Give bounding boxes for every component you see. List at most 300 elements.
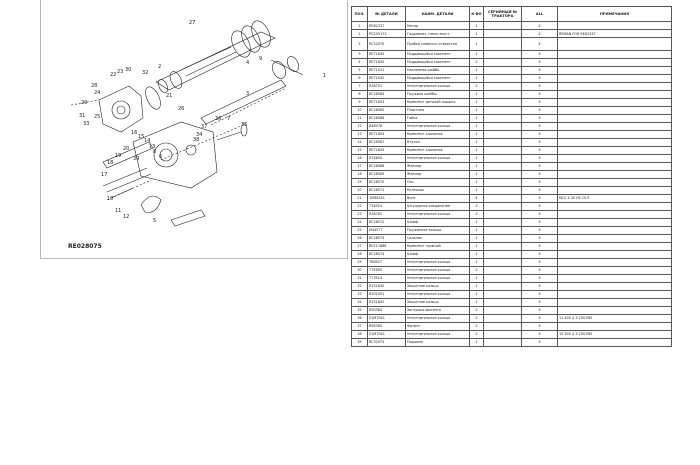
cell-part-number: RC26584 [368,90,406,98]
cell-qty: 2 [470,306,484,314]
cell-notes [558,146,672,154]
cell-serial [484,22,522,30]
table-row [352,322,672,330]
cell-notes [558,98,672,106]
exploded-view-drawing [41,0,347,258]
cell-all: X [522,338,558,346]
table-row [352,306,672,314]
cell-part-name: Уплотнительное кольцо [406,122,470,130]
cell-notes [558,50,672,58]
table-row [352,282,672,290]
callout-20: 20 [123,146,130,152]
cell-all: X [522,210,558,218]
cell-qty: 2 [470,314,484,322]
cell-qty: 1 [470,258,484,266]
callout-22: 22 [110,72,117,78]
cell-part-name: Пробка сливного отверстия [406,38,470,51]
cell-qty: 1 [470,338,484,346]
cell-part-number: R74600 [368,154,406,162]
cell-part-name: Винт [406,194,470,202]
cell-notes [558,322,672,330]
cell-qty: 3 [470,210,484,218]
cell-serial [484,90,522,98]
cell-part-number: RE71645 [368,50,406,58]
table-header-row [352,7,672,22]
table-row [352,178,672,186]
cell-pos: 9 [352,98,368,106]
cell-serial [484,58,522,66]
cell-notes [558,338,672,346]
cell-serial [484,202,522,210]
cell-all: X [522,266,558,274]
cell-pos: 11 [352,114,368,122]
cell-all: X [522,282,558,290]
cell-serial [484,122,522,130]
cell-part-number: R502491 [368,290,406,298]
table-row [352,258,672,266]
callout-37: 37 [201,124,208,130]
cell-part-number: RE71031 [368,66,406,74]
table-row [352,194,672,202]
cell-qty: 1 [470,282,484,290]
cell-all: X [522,162,558,170]
cell-qty: 1 [470,90,484,98]
cell-notes [558,38,672,51]
cell-notes [558,282,672,290]
cell-part-number: RE62337 [368,22,406,30]
cell-qty: 1 [470,22,484,30]
cell-serial [484,290,522,298]
cell-qty: 1 [470,74,484,82]
cell-all: X [522,90,558,98]
cell-serial [484,298,522,306]
cell-part-number: T34924 [368,202,406,210]
cell-part-number: R38751 [368,82,406,90]
parts-table-panel [351,6,671,347]
cell-part-name: Комплект деталей поршня [406,98,470,106]
cell-all: X [522,170,558,178]
cell-qty: 1 [470,138,484,146]
table-row [352,90,672,98]
cell-pos: 13 [352,130,368,138]
cell-part-number: T77814 [368,274,406,282]
cell-part-number: R90384 [368,306,406,314]
cell-pos: 5 [352,66,368,74]
cell-pos: 10 [352,106,368,114]
cell-part-number: RE71654 [368,130,406,138]
table-row [352,186,672,194]
cell-part-number: RC26568 [368,162,406,170]
table-row [352,170,672,178]
table-row [352,274,672,282]
cell-pos: 8 [352,90,368,98]
cell-pos: 23 [352,210,368,218]
cell-pos: 1 [352,30,368,38]
cell-part-number: RC32570 [368,38,406,51]
table-row [352,338,672,346]
cell-pos: 22 [352,202,368,210]
cell-part-number: RC32075 [368,338,406,346]
cell-qty: 1 [470,186,484,194]
table-row [352,218,672,226]
cell-qty: 1 [470,170,484,178]
callout-39: 39 [133,156,140,162]
table-row [352,226,672,234]
cell-qty: 2 [470,82,484,90]
cell-serial [484,186,522,194]
table-row [352,154,672,162]
callout-13: 13 [149,144,156,150]
cell-serial [484,114,522,122]
table-row [352,234,672,242]
cell-pos: 24 [352,218,368,226]
cell-part-name: Уплотнительное кольцо [406,330,470,338]
cell-pos: 38 [352,330,368,338]
cell-qty: 1 [470,218,484,226]
cell-notes: 11.300 X 3.200 MM [558,314,672,322]
cell-pos: 3 [352,50,368,58]
cell-all: X [522,306,558,314]
cell-all: X [522,74,558,82]
cell-all: X [522,322,558,330]
cell-all: X [522,50,558,58]
callout-1: 1 [323,73,327,79]
cell-part-name: Уплотнительное кольцо [406,258,470,266]
cell-notes: 15.300 X 3.200 MM [558,330,672,338]
cell-part-name: Поддающийся комплект [406,58,470,66]
cell-qty: 1 [470,226,484,234]
cell-part-name: Пружина шайбы [406,90,470,98]
cell-notes [558,298,672,306]
cell-all: X [522,146,558,154]
cell-part-name: Пластина [406,106,470,114]
callout-2: 2 [158,64,162,70]
cell-pos: 25 [352,226,368,234]
callout-9: 9 [259,56,263,62]
cell-notes [558,178,672,186]
cell-part-name: Втулка [406,138,470,146]
cell-qty: 1 [470,242,484,250]
callout-32: 32 [142,70,149,76]
cell-part-name: Гидравлич. насос восст. [406,30,470,38]
cell-notes [558,58,672,66]
callout-30: 30 [125,67,132,73]
cell-notes [558,290,672,298]
cell-pos: 18 [352,170,368,178]
cell-part-name: Комплект горючей [406,242,470,250]
cell-part-name: Уплотнительное кольцо [406,154,470,162]
cell-qty: 1 [470,274,484,282]
cell-qty: 2 [470,266,484,274]
cell-part-name: Комплект клапанов [406,130,470,138]
cell-part-number: 19M8341 [368,194,406,202]
cell-qty: 1 [470,30,484,38]
cell-all: X [522,98,558,106]
table-row [352,266,672,274]
cell-pos: 21 [352,194,368,202]
cell-all: X [522,202,558,210]
cell-serial [484,330,522,338]
cell-part-name: Жиклер [406,170,470,178]
cell-qty: 1 [470,114,484,122]
cell-part-name: Шлиф. [406,250,470,258]
table-row [352,82,672,90]
cell-qty: 2 [470,322,484,330]
cell-pos: 37 [352,322,368,330]
callout-33: 33 [83,121,90,127]
cell-notes [558,82,672,90]
cell-pos: 35 [352,306,368,314]
cell-serial [484,98,522,106]
cell-serial [484,322,522,330]
callout-27: 27 [189,20,196,26]
cell-part-name: Поддающийся комплект [406,50,470,58]
cell-all: X [522,218,558,226]
cell-all: X [522,258,558,266]
cell-serial [484,106,522,114]
table-body [352,22,672,347]
cell-all: X [522,194,558,202]
callout-7: 7 [227,116,231,122]
cell-all: X [522,30,558,38]
cell-notes [558,130,672,138]
cell-qty: 1 [470,250,484,258]
cell-serial [484,50,522,58]
table-row [352,242,672,250]
cell-pos: 32 [352,282,368,290]
table-row [352,146,672,154]
cell-part-number: RE71620 [368,58,406,66]
cell-pos: 29 [352,258,368,266]
cell-part-name: Наклонная шайба [406,66,470,74]
callout-8: 8 [153,149,157,155]
cell-part-number: T80837 [368,258,406,266]
cell-notes [558,250,672,258]
cell-part-number: RC26569 [368,170,406,178]
table-row [352,122,672,130]
cell-qty: 1 [470,106,484,114]
cell-qty: 1 [470,130,484,138]
cell-qty: 2 [470,58,484,66]
cell-qty: 1 [470,298,484,306]
cell-pos: 1 [352,22,368,30]
callout-11: 11 [115,208,122,214]
cell-serial [484,82,522,90]
parts-table [351,6,672,347]
callout-12: 12 [123,214,130,220]
cell-notes [558,162,672,170]
cell-all: X [522,250,558,258]
table-row [352,314,672,322]
cell-part-name: Колпачок [406,186,470,194]
cell-pos: 31 [352,274,368,282]
cell-pos: 2 [352,38,368,51]
cell-part-number: T79385 [368,266,406,274]
cell-serial [484,306,522,314]
cell-qty: 1 [470,290,484,298]
cell-serial [484,258,522,266]
cell-part-number: 51M7041 [368,314,406,322]
callout-35: 35 [241,122,248,128]
cell-serial [484,242,522,250]
cell-serial [484,338,522,346]
cell-pos: 28 [352,250,368,258]
cell-part-name: Защитное кольцо [406,298,470,306]
cell-part-number: 51M7041 [368,330,406,338]
cell-serial [484,146,522,154]
cell-pos: 6 [352,74,368,82]
cell-part-number: PG205172 [368,30,406,38]
cell-all: X [522,130,558,138]
cell-serial [484,38,522,51]
cell-part-number: RC26571 [368,186,406,194]
table-row [352,58,672,66]
cell-serial [484,170,522,178]
cell-qty: 1 [470,50,484,58]
cell-notes [558,306,672,314]
cell-part-name: Уплотнительное кольцо [406,314,470,322]
table-row [352,298,672,306]
cell-part-name: Заглушка фитинга [406,306,470,314]
parts-diagram-panel [40,0,348,259]
callout-23: 23 [117,69,124,75]
cell-part-number: RC26566 [368,114,406,122]
cell-qty: 1 [470,146,484,154]
cell-all: X [522,22,558,30]
callout-36: 36 [215,116,222,122]
callout-14: 14 [144,138,151,144]
table-row [352,250,672,258]
cell-all: X [522,154,558,162]
cell-notes [558,242,672,250]
cell-part-name: Уплотнительное кольцо [406,266,470,274]
cell-notes [558,234,672,242]
cell-pos: 19 [352,178,368,186]
cell-part-number: RE71655 [368,146,406,154]
table-row [352,50,672,58]
table-row [352,106,672,114]
cell-all: X [522,330,558,338]
cell-notes [558,138,672,146]
cell-part-name: Штуцерное соединение [406,202,470,210]
cell-part-number: RE71032 [368,74,406,82]
cell-qty: 1 [470,234,484,242]
callout-21: 21 [166,93,173,99]
cell-qty: 4 [470,194,484,202]
cell-notes [558,218,672,226]
callout-6: 6 [159,154,163,160]
cell-part-name: Шлиф. [406,218,470,226]
cell-notes [558,106,672,114]
cell-all: X [522,226,558,234]
cell-qty: 1 [470,178,484,186]
cell-serial [484,138,522,146]
cell-part-number: R95365 [368,322,406,330]
table-row [352,290,672,298]
cell-all: X [522,298,558,306]
cell-notes [558,274,672,282]
cell-all: X [522,66,558,74]
cell-notes [558,266,672,274]
cell-part-number: RC26565 [368,106,406,114]
header-all: ALL [522,7,558,22]
header-pos: ПОЗ. [352,7,368,22]
callout-29: 29 [81,100,88,106]
cell-all: X [522,178,558,186]
cell-part-number: R151840 [368,282,406,290]
cell-all: X [522,82,558,90]
cell-part-number: R38782 [368,210,406,218]
cell-all: X [522,58,558,66]
table-row [352,210,672,218]
cell-part-name: Сальник [406,234,470,242]
cell-pos: 16 [352,154,368,162]
cell-notes [558,114,672,122]
table-row [352,114,672,122]
cell-serial [484,74,522,82]
cell-notes [558,22,672,30]
callout-18: 18 [107,160,114,166]
header-part-number: № ДЕТАЛИ [368,7,406,22]
cell-pos: 7 [352,82,368,90]
cell-notes: REMAN FOR RE62337 [558,30,672,38]
cell-part-name: Мотор [406,22,470,30]
cell-serial [484,250,522,258]
cell-qty: 1 [470,38,484,51]
cell-part-number: R151842 [368,298,406,306]
cell-part-name: Уплотнительное кольцо [406,274,470,282]
header-serial: СЕРИЙНЫЙ № ТРАКТОРА [484,7,522,22]
header-notes: ПРИМЕЧАНИЯ [558,7,672,22]
callout-38: 38 [193,137,200,143]
cell-all: X [522,38,558,51]
cell-serial [484,154,522,162]
cell-part-name: Комплект клапанов [406,146,470,154]
cell-pos: 14 [352,138,368,146]
cell-notes [558,186,672,194]
cell-all: X [522,114,558,122]
cell-part-name: Ось [406,178,470,186]
cell-all: X [522,242,558,250]
cell-pos: 12 [352,122,368,130]
callout-28: 28 [91,83,98,89]
cell-qty: 1 [470,66,484,74]
cell-pos: 30 [352,266,368,274]
cell-part-name: Поддающийся комплект [406,74,470,82]
callout-5: 5 [153,218,157,224]
table-row [352,30,672,38]
cell-all: X [522,122,558,130]
cell-notes [558,170,672,178]
cell-all: X [522,186,558,194]
cell-pos: 26 [352,234,368,242]
cell-notes [558,90,672,98]
cell-part-name: Уплотнительное кольцо [406,290,470,298]
cell-serial [484,234,522,242]
cell-qty: 3 [470,202,484,210]
table-row [352,74,672,82]
cell-all: X [522,290,558,298]
callout-4: 4 [246,60,250,66]
cell-pos: 20 [352,186,368,194]
cell-part-name: Фитинг [406,322,470,330]
callout-19: 19 [115,153,122,159]
cell-serial [484,130,522,138]
cell-notes [558,258,672,266]
cell-part-name: Уплотнительное кольцо [406,82,470,90]
cell-serial [484,210,522,218]
cell-part-name: Уплотнительное кольцо [406,210,470,218]
